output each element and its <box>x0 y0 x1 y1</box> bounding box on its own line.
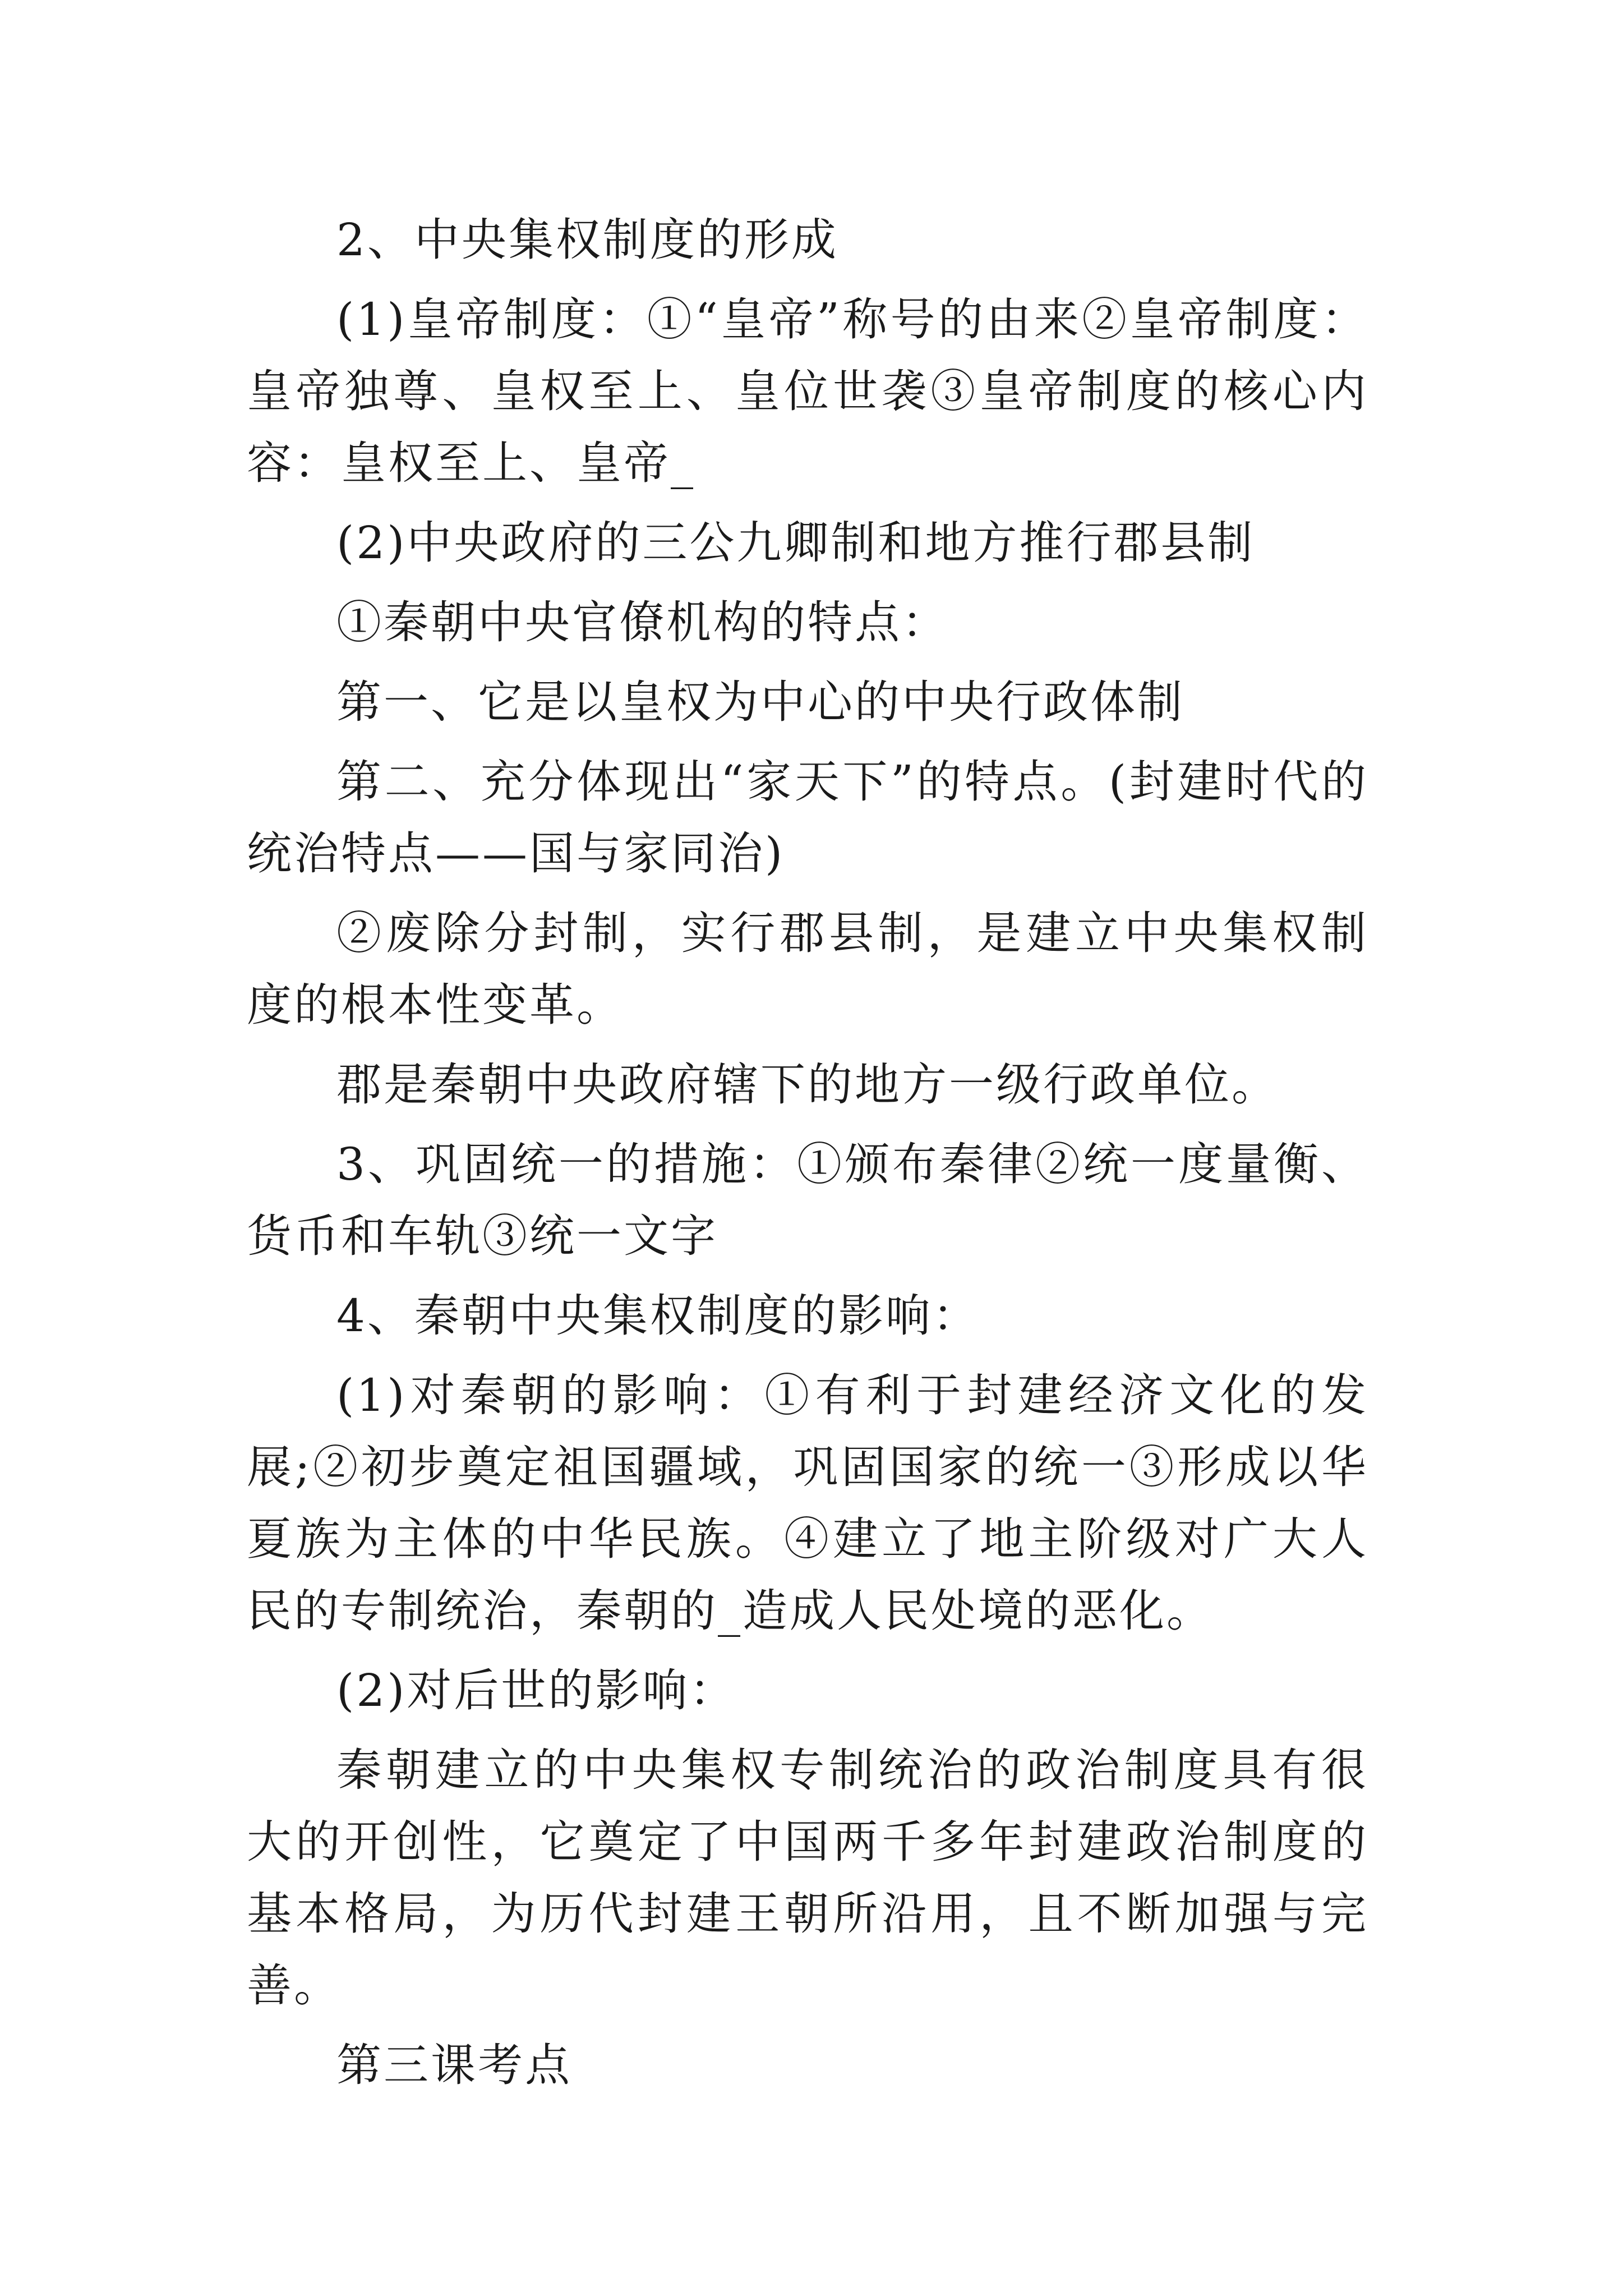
paragraph-central-government: (2)中央政府的三公九卿制和地方推行郡县制 <box>336 517 1255 569</box>
paragraph-impact-later-heading: (2)对后世的影响： <box>336 1664 737 1717</box>
paragraph-impact-later: 秦朝建立的中央集权专制统治的政治制度具有很大的开创性，它奠定了中国两千多年封建政治制度的基本格局，为历代封建王朝所沿用，且不断加强与完善。 <box>247 1744 1368 2012</box>
section-heading-2: 2、中央集权制度的形成 <box>336 214 838 266</box>
section-heading-4: 4、秦朝中央集权制度的影响： <box>336 1290 980 1342</box>
section-heading-3: 3、巩固统一的措施：①颁布秦律②统一度量衡、货币和车轨③统一文字 <box>247 1138 1368 1262</box>
document-body <box>247 204 1368 2101</box>
paragraph-emperor-system: (1)皇帝制度：①“皇帝”称号的由来②皇帝制度：皇帝独尊、皇权至上、皇位世袭③皇帝制度的核心内容：皇权至上、皇帝_ <box>247 293 1368 489</box>
lesson-three-heading: 第三课考点 <box>336 2039 572 2091</box>
paragraph-prefecture: 郡是秦朝中央政府辖下的地方一级行政单位。 <box>336 1059 1279 1111</box>
paragraph-feature-first: 第一、它是以皇权为中心的中央行政体制 <box>336 676 1184 728</box>
paragraph-feature-second: 第二、充分体现出“家天下”的特点。(封建时代的统治特点——国与家同治) <box>247 756 1368 880</box>
paragraph-bureaucracy-features: ①秦朝中央官僚机构的特点： <box>336 596 949 648</box>
paragraph-abolish-feudal: ②废除分封制，实行郡县制，是建立中央集权制度的根本性变革。 <box>247 907 1368 1031</box>
paragraph-impact-qin: (1)对秦朝的影响：①有利于封建经济文化的发展;②初步奠定祖国疆域，巩固国家的统一③形成以华夏族为主体的中华民族。④建立了地主阶级对广大人民的专制统治，秦朝的_造成人民处境的恶化。 <box>247 1369 1368 1637</box>
